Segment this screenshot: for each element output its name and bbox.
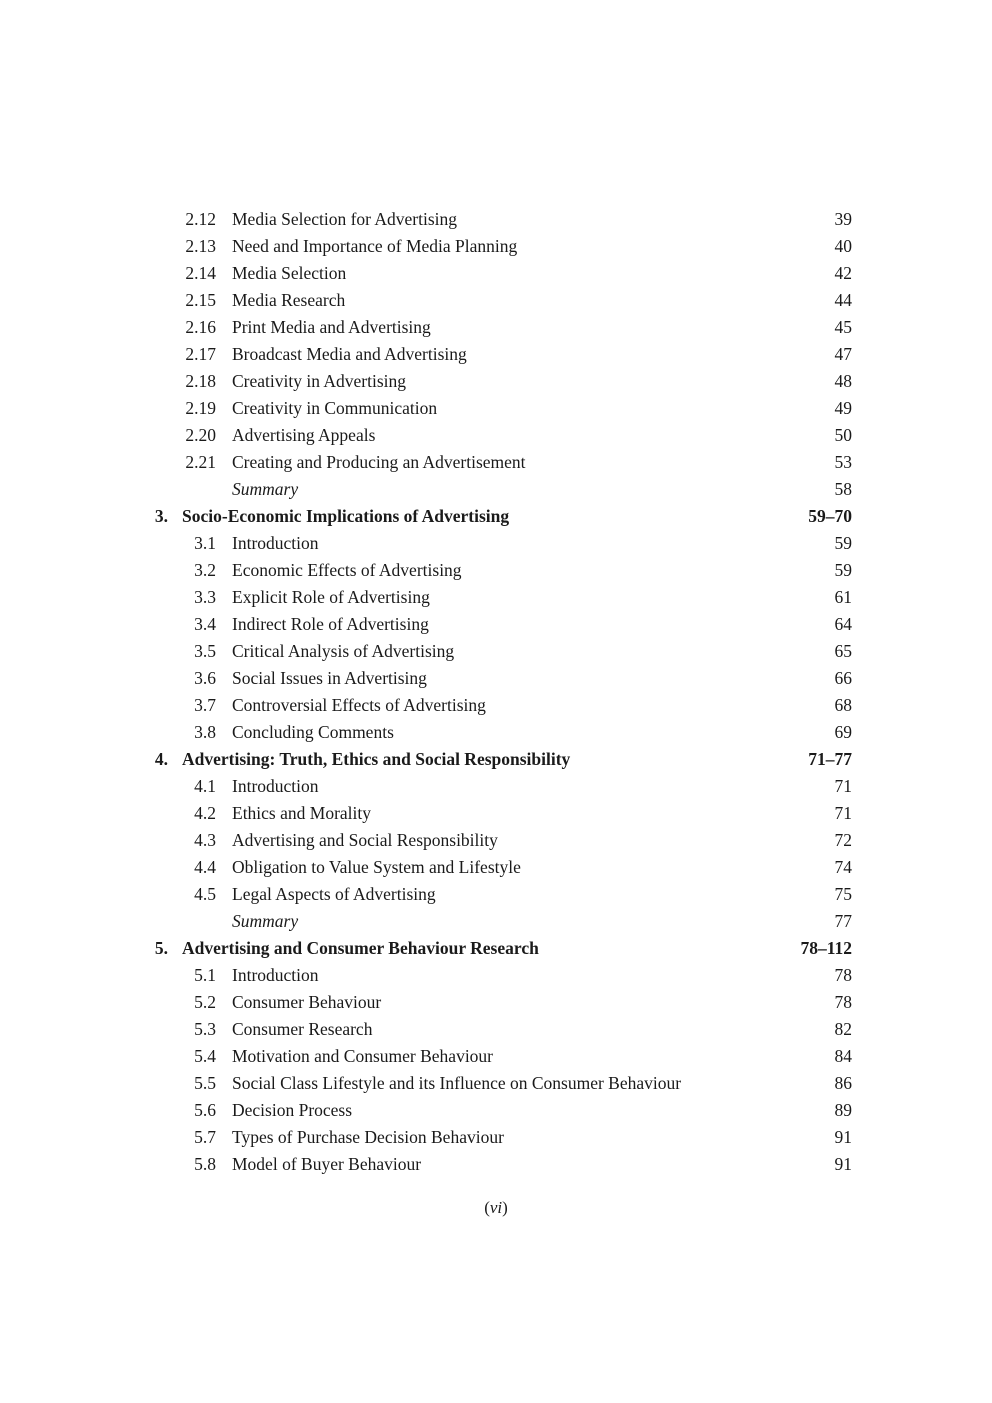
toc-entry-title: Creativity in Advertising [232,371,407,391]
toc-section-entry [0,1097,992,1124]
toc-entry-title: Model of Buyer Behaviour [232,1154,422,1174]
toc-entry-title: Advertising: Truth, Ethics and Social Responsibility [182,749,571,769]
toc-entry-number: 3.3 [194,587,216,607]
toc-section-entry [0,260,992,287]
toc-entry-title: Summary [232,479,299,499]
toc-entry-number: 2.16 [185,317,216,337]
page-number [0,1196,992,1220]
toc-entry-page: 78 [834,992,852,1012]
toc-chapter-heading [0,746,992,773]
toc-entry-title: Controversial Effects of Advertising [232,695,486,715]
toc-entry-page: 84 [834,1046,852,1066]
toc-entry-title: Obligation to Value System and Lifestyle [232,857,521,877]
toc-entry-title: Types of Purchase Decision Behaviour [232,1127,504,1147]
toc-section-entry [0,368,992,395]
toc-section-entry [0,233,992,260]
toc-entry-number: 4.2 [194,803,216,823]
toc-entry-page: 64 [834,614,852,634]
toc-entry-number: 4.4 [194,857,216,877]
toc-entry-number: 2.13 [185,236,216,256]
toc-entry-number: 4.3 [194,830,216,850]
toc-entry-number: 5. [154,938,168,958]
toc-summary-entry [0,908,992,935]
toc-entry-title: Legal Aspects of Advertising [232,884,436,904]
toc-entry-title: Media Selection for Advertising [232,209,458,229]
table-of-contents [0,206,992,1178]
toc-section-entry [0,692,992,719]
toc-entry-page: 66 [834,668,852,688]
toc-entry-title: Introduction [232,776,319,796]
toc-entry-number: 4. [154,749,168,769]
toc-section-entry [0,584,992,611]
toc-section-entry [0,638,992,665]
toc-entry-number: 2.15 [185,290,216,310]
toc-section-entry [0,1151,992,1178]
toc-section-entry [0,341,992,368]
toc-entry-page: 48 [834,371,852,391]
toc-entry-page: 49 [834,398,852,418]
toc-entry-page: 59 [834,560,852,580]
toc-entry-number: 5.4 [194,1046,216,1066]
toc-section-entry [0,962,992,989]
toc-entry-page: 77 [834,911,852,931]
toc-section-entry [0,611,992,638]
toc-chapter-heading [0,503,992,530]
toc-entry-page: 59–70 [808,506,852,526]
toc-entry-number: 2.12 [185,209,216,229]
toc-section-entry [0,1124,992,1151]
toc-entry-title: Socio-Economic Implications of Advertising [182,506,510,526]
toc-entry-title: Ethics and Morality [232,803,372,823]
toc-entry-page: 68 [834,695,852,715]
toc-section-entry [0,206,992,233]
toc-entry-page: 71 [834,803,852,823]
toc-entry-page: 39 [834,209,852,229]
toc-entry-title: Decision Process [232,1100,353,1120]
toc-entry-number: 3.1 [194,533,216,553]
toc-entry-page: 65 [834,641,852,661]
toc-entry-page: 74 [834,857,852,877]
toc-section-entry [0,1043,992,1070]
folio-roman-numeral: vi [489,1198,503,1217]
toc-entry-page: 71 [834,776,852,796]
toc-entry-number: 3. [154,506,168,526]
toc-entry-number: 3.5 [194,641,216,661]
toc-entry-title: Print Media and Advertising [232,317,431,337]
toc-entry-page: 71–77 [808,749,852,769]
toc-entry-title: Advertising and Consumer Behaviour Research [182,938,539,958]
toc-chapter-heading [0,935,992,962]
toc-entry-page: 58 [834,479,852,499]
toc-entry-page: 59 [834,533,852,553]
toc-entry-title: Media Selection [232,263,347,283]
toc-entry-title: Concluding Comments [232,722,394,742]
toc-entry-title: Critical Analysis of Advertising [232,641,455,661]
toc-entry-title: Economic Effects of Advertising [232,560,462,580]
toc-entry-title: Advertising and Social Responsibility [232,830,498,850]
toc-section-entry [0,854,992,881]
toc-section-entry [0,800,992,827]
toc-entry-title: Motivation and Consumer Behaviour [232,1046,494,1066]
toc-entry-number: 5.6 [194,1100,216,1120]
toc-entry-page: 91 [834,1127,852,1147]
toc-entry-title: Consumer Research [232,1019,373,1039]
toc-entry-page: 47 [834,344,852,364]
toc-entry-page: 82 [834,1019,852,1039]
toc-section-entry [0,422,992,449]
toc-summary-entry [0,476,992,503]
toc-entry-number: 5.1 [194,965,216,985]
toc-entry-number: 5.2 [194,992,216,1012]
toc-entry-title: Summary [232,911,299,931]
toc-entry-page: 89 [834,1100,852,1120]
toc-section-entry [0,773,992,800]
toc-entry-title: Creating and Producing an Advertisement [232,452,526,472]
toc-entry-page: 50 [834,425,852,445]
toc-section-entry [0,449,992,476]
toc-entry-title: Introduction [232,533,319,553]
toc-entry-title: Consumer Behaviour [232,992,382,1012]
toc-section-entry [0,395,992,422]
toc-entry-page: 86 [834,1073,852,1093]
toc-section-entry [0,989,992,1016]
toc-entry-title: Need and Importance of Media Planning [232,236,518,256]
toc-entry-number: 2.18 [185,371,216,391]
toc-entry-page: 45 [834,317,852,337]
toc-entry-title: Indirect Role of Advertising [232,614,429,634]
toc-entry-title: Social Class Lifestyle and its Influence on Consumer Behaviour [232,1073,682,1093]
toc-entry-page: 61 [834,587,852,607]
toc-entry-number: 5.3 [194,1019,216,1039]
toc-entry-number: 2.19 [185,398,216,418]
toc-section-entry [0,719,992,746]
toc-entry-number: 5.8 [194,1154,216,1174]
toc-entry-title: Explicit Role of Advertising [232,587,430,607]
toc-entry-number: 2.14 [185,263,216,283]
toc-section-entry [0,881,992,908]
folio-close-paren: ) [502,1198,508,1217]
toc-entry-page: 72 [834,830,852,850]
toc-section-entry [0,665,992,692]
toc-section-entry [0,287,992,314]
toc-section-entry [0,1016,992,1043]
toc-entry-page: 69 [834,722,852,742]
folio-open-paren: ( [484,1198,490,1217]
toc-entry-number: 3.4 [194,614,216,634]
toc-entry-title: Introduction [232,965,319,985]
toc-entry-number: 2.17 [185,344,216,364]
toc-entry-number: 2.20 [185,425,216,445]
toc-entry-number: 4.1 [194,776,216,796]
toc-entry-page: 78–112 [800,938,852,958]
toc-entry-number: 3.8 [194,722,216,742]
toc-entry-title: Broadcast Media and Advertising [232,344,467,364]
toc-entry-title: Social Issues in Advertising [232,668,427,688]
toc-entry-number: 5.5 [194,1073,216,1093]
toc-entry-title: Creativity in Communication [232,398,438,418]
toc-entry-title: Advertising Appeals [232,425,376,445]
toc-section-entry [0,1070,992,1097]
toc-entry-page: 44 [834,290,852,310]
toc-entry-number: 5.7 [194,1127,216,1147]
toc-entry-number: 3.6 [194,668,216,688]
toc-entry-title: Media Research [232,290,346,310]
toc-section-entry [0,827,992,854]
toc-entry-number: 3.7 [194,695,216,715]
toc-entry-number: 3.2 [194,560,216,580]
toc-section-entry [0,314,992,341]
toc-entry-page: 75 [834,884,852,904]
toc-entry-page: 53 [834,452,852,472]
toc-section-entry [0,530,992,557]
toc-entry-page: 91 [834,1154,852,1174]
toc-entry-page: 42 [834,263,852,283]
toc-entry-page: 78 [834,965,852,985]
toc-section-entry [0,557,992,584]
toc-entry-page: 40 [834,236,852,256]
toc-entry-number: 4.5 [194,884,216,904]
toc-entry-number: 2.21 [185,452,216,472]
